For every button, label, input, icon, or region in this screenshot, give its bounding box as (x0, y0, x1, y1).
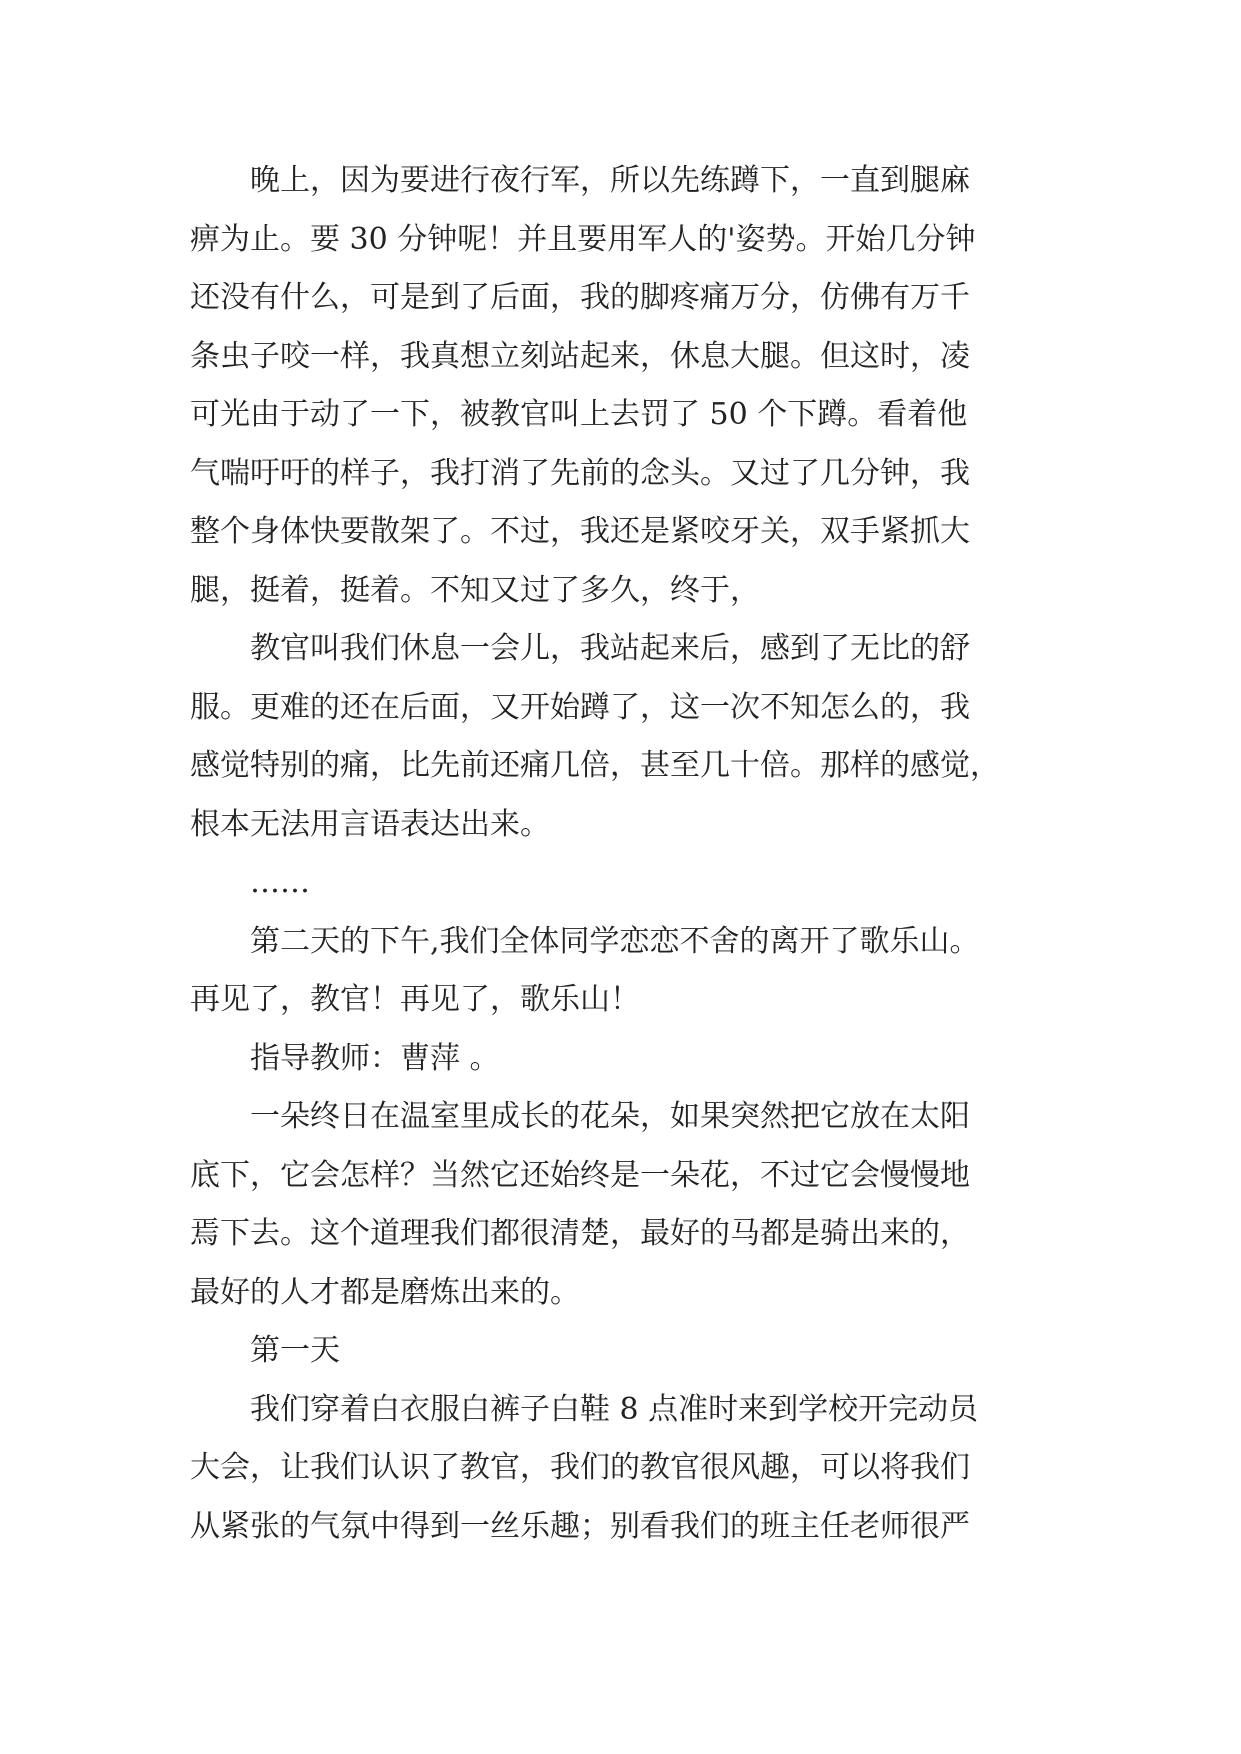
text-line: 教官叫我们休息一会儿，我站起来后，感到了无比的舒 (250, 631, 970, 666)
text-line: 焉下去。这个道理我们都很清楚，最好的马都是骑出来的， (190, 1216, 970, 1251)
ellipsis-line: …… (250, 865, 310, 900)
text-line: 我们穿着白衣服白裤子白鞋 8 点准时来到学校开完动员 (250, 1391, 979, 1427)
text-line: 第二天的下午,我们全体同学恋恋不舍的离开了歌乐山。 (250, 923, 980, 959)
text-line: 痹为止。要 30 分钟呢！并且要用军人的'姿势。开始几分钟 (190, 221, 976, 257)
document-body (190, 152, 1070, 1556)
text-line: 从紧张的气氛中得到一丝乐趣；别看我们的班主任老师很严 (190, 1508, 970, 1544)
instructor-line: 指导教师：曹萍 。 (250, 1040, 500, 1076)
text-line: 服。更难的还在后面，又开始蹲了，这一次不知怎么的，我 (190, 689, 970, 725)
text-line: 大会，让我们认识了教官，我们的教官很风趣，可以将我们 (190, 1450, 970, 1485)
text-line: 还没有什么，可是到了后面，我的脚疼痛万分，仿佛有万千 (190, 280, 970, 315)
text-line: 底下，它会怎样？当然它还始终是一朵花，不过它会慢慢地 (190, 1157, 970, 1193)
text-line: 最好的人才都是磨炼出来的。 (190, 1274, 580, 1310)
text-line: 气喘吁吁的样子，我打消了先前的念头。又过了几分钟，我 (190, 455, 970, 491)
text-line: 晚上，因为要进行夜行军，所以先练蹲下，一直到腿麻 (250, 163, 970, 198)
text-line: 腿，挺着，挺着。不知又过了多久，终于， (190, 572, 760, 608)
text-line: 根本无法用言语表达出来。 (190, 806, 550, 842)
section-heading-day-one: 第一天 (250, 1333, 340, 1368)
text-line: 感觉特别的痛，比先前还痛几倍，甚至几十倍。那样的感觉， (190, 748, 1000, 783)
text-line: 一朵终日在温室里成长的花朵，如果突然把它放在太阳 (250, 1099, 970, 1134)
text-line: 条虫子咬一样，我真想立刻站起来，休息大腿。但这时，凌 (190, 338, 970, 374)
text-line: 整个身体快要散架了。不过，我还是紧咬牙关，双手紧抓大 (190, 514, 970, 549)
text-line: 再见了，教官！再见了，歌乐山！ (190, 982, 640, 1017)
text-line: 可光由于动了一下，被教官叫上去罚了 50 个下蹲。看着他 (190, 397, 968, 432)
